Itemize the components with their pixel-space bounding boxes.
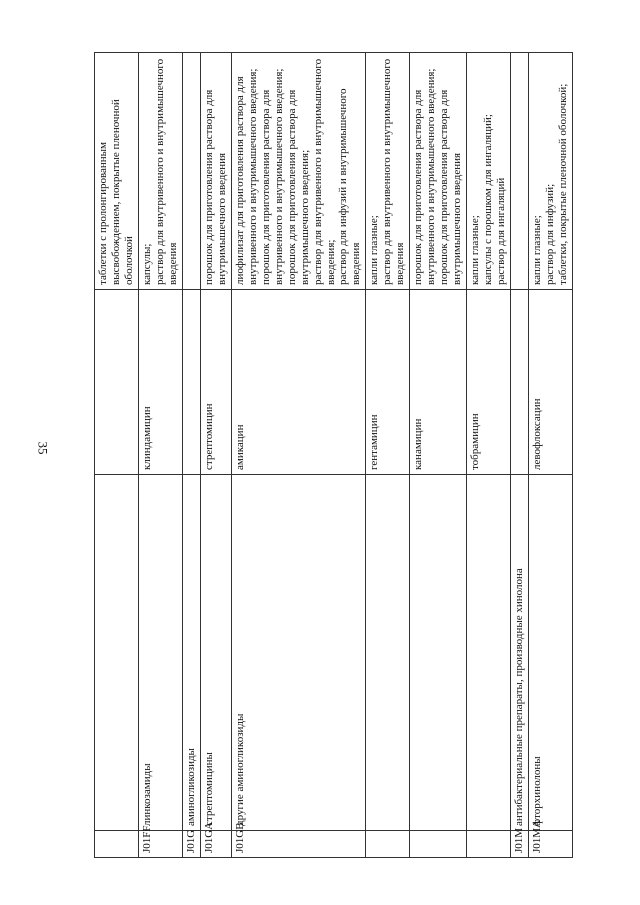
atc-code-cell: J01GA [200, 831, 231, 858]
table-row [200, 53, 231, 858]
table-row [182, 53, 200, 858]
drug-name-cell [511, 290, 529, 475]
dosage-form-line: капсулы; [140, 243, 153, 285]
drug-name-cell [182, 290, 200, 475]
drug-name-cell [95, 290, 139, 475]
dosage-form-line: порошок для приготовления раствора для внутримышечного введения; [285, 89, 311, 285]
dosage-form-line: таблетки, покрытые пленочной оболочкой; [557, 83, 569, 285]
drug-name-cell: тобрамицин [467, 290, 511, 475]
group-name-cell [366, 475, 410, 831]
group-name-cell: антибактериальные препараты, производные хинолона [511, 475, 529, 831]
atc-code-cell: J01M [511, 831, 529, 858]
group-name-cell: линкозамиды [138, 475, 182, 831]
group-name-cell: фторхинолоны [529, 475, 573, 831]
dosage-form-line: порошок для приготовления раствора для внутримышечного введения [438, 89, 464, 285]
dosage-form-cell [511, 53, 529, 290]
dosage-form-line: капли глазные; [531, 215, 544, 285]
atc-code-cell [366, 831, 410, 858]
dosage-form-line: раствор для ингаляций [495, 177, 508, 285]
dosage-form-line: лиофилизат для приготовления раствора для внутривенного и внутримышечного введения; [233, 68, 259, 285]
dosage-form-cell [410, 53, 467, 290]
dosage-form-cell [467, 53, 511, 290]
drug-name-cell: канамицин [410, 290, 467, 475]
atc-code-cell [95, 831, 139, 858]
group-name-cell [95, 475, 139, 831]
group-name-cell [467, 475, 511, 831]
group-name-cell: стрептомицины [200, 475, 231, 831]
table-row [511, 53, 529, 858]
table-row [366, 53, 410, 858]
drug-name-cell: гентамицин [366, 290, 410, 475]
table-row [231, 53, 366, 858]
dosage-form-cell [231, 53, 366, 290]
dosage-form-line: раствор для внутривенного и внутримышечного введения [381, 58, 407, 285]
table-row [529, 53, 573, 858]
atc-code-cell [410, 831, 467, 858]
dosage-form-line: раствор для внутривенного и внутримышечного введения [153, 58, 179, 285]
drug-table [94, 52, 573, 858]
atc-code-cell [467, 831, 511, 858]
table-row [95, 53, 139, 858]
drug-name-cell: амикацин [231, 290, 366, 475]
dosage-form-cell [182, 53, 200, 290]
drug-table-container [94, 53, 611, 858]
drug-name-cell: клиндамицин [138, 290, 182, 475]
atc-code-cell: J01FF [138, 831, 182, 858]
dosage-form-cell [366, 53, 410, 290]
drug-name-cell: левофлоксацин [529, 290, 573, 475]
table-row [467, 53, 511, 858]
table-row [410, 53, 467, 858]
atc-code-cell: J01MA [529, 831, 573, 858]
drug-table-body [95, 53, 573, 858]
page-number: 35 [35, 441, 51, 455]
atc-code-cell: J01G [182, 831, 200, 858]
dosage-form-cell [200, 53, 231, 290]
dosage-form-line: порошок для приготовления раствора для внутривенного и внутримышечного введения; [412, 68, 438, 285]
group-name-cell: аминогликозиды [182, 475, 200, 831]
group-name-cell: другие аминогликозиды [231, 475, 366, 831]
dosage-form-line: капсулы с порошком для ингаляций; [482, 114, 495, 285]
dosage-form-line: раствор для внутривенного и внутримышечного введения; [311, 58, 337, 285]
drug-name-cell: стрептомицин [200, 290, 231, 475]
dosage-form-line: капли глазные; [469, 215, 482, 285]
dosage-form-line: таблетки с пролонгированным высвобождением, покрытые пленочной оболочкой [97, 99, 135, 285]
atc-code-cell: J01GB [231, 831, 366, 858]
dosage-form-line: порошок для приготовления раствора для внутримышечного введения [202, 89, 228, 285]
dosage-form-line: порошок для приготовления раствора для внутривенного и внутримышечного введения; [259, 68, 285, 285]
dosage-form-cell [138, 53, 182, 290]
dosage-form-cell [529, 53, 573, 290]
dosage-form-cell [95, 53, 139, 290]
dosage-form-line: раствор для инфузий; [544, 183, 557, 285]
group-name-cell [410, 475, 467, 831]
dosage-form-line: капли глазные; [368, 215, 381, 285]
dosage-form-line: раствор для инфузий и внутримышечного введения [337, 88, 363, 285]
table-row [138, 53, 182, 858]
